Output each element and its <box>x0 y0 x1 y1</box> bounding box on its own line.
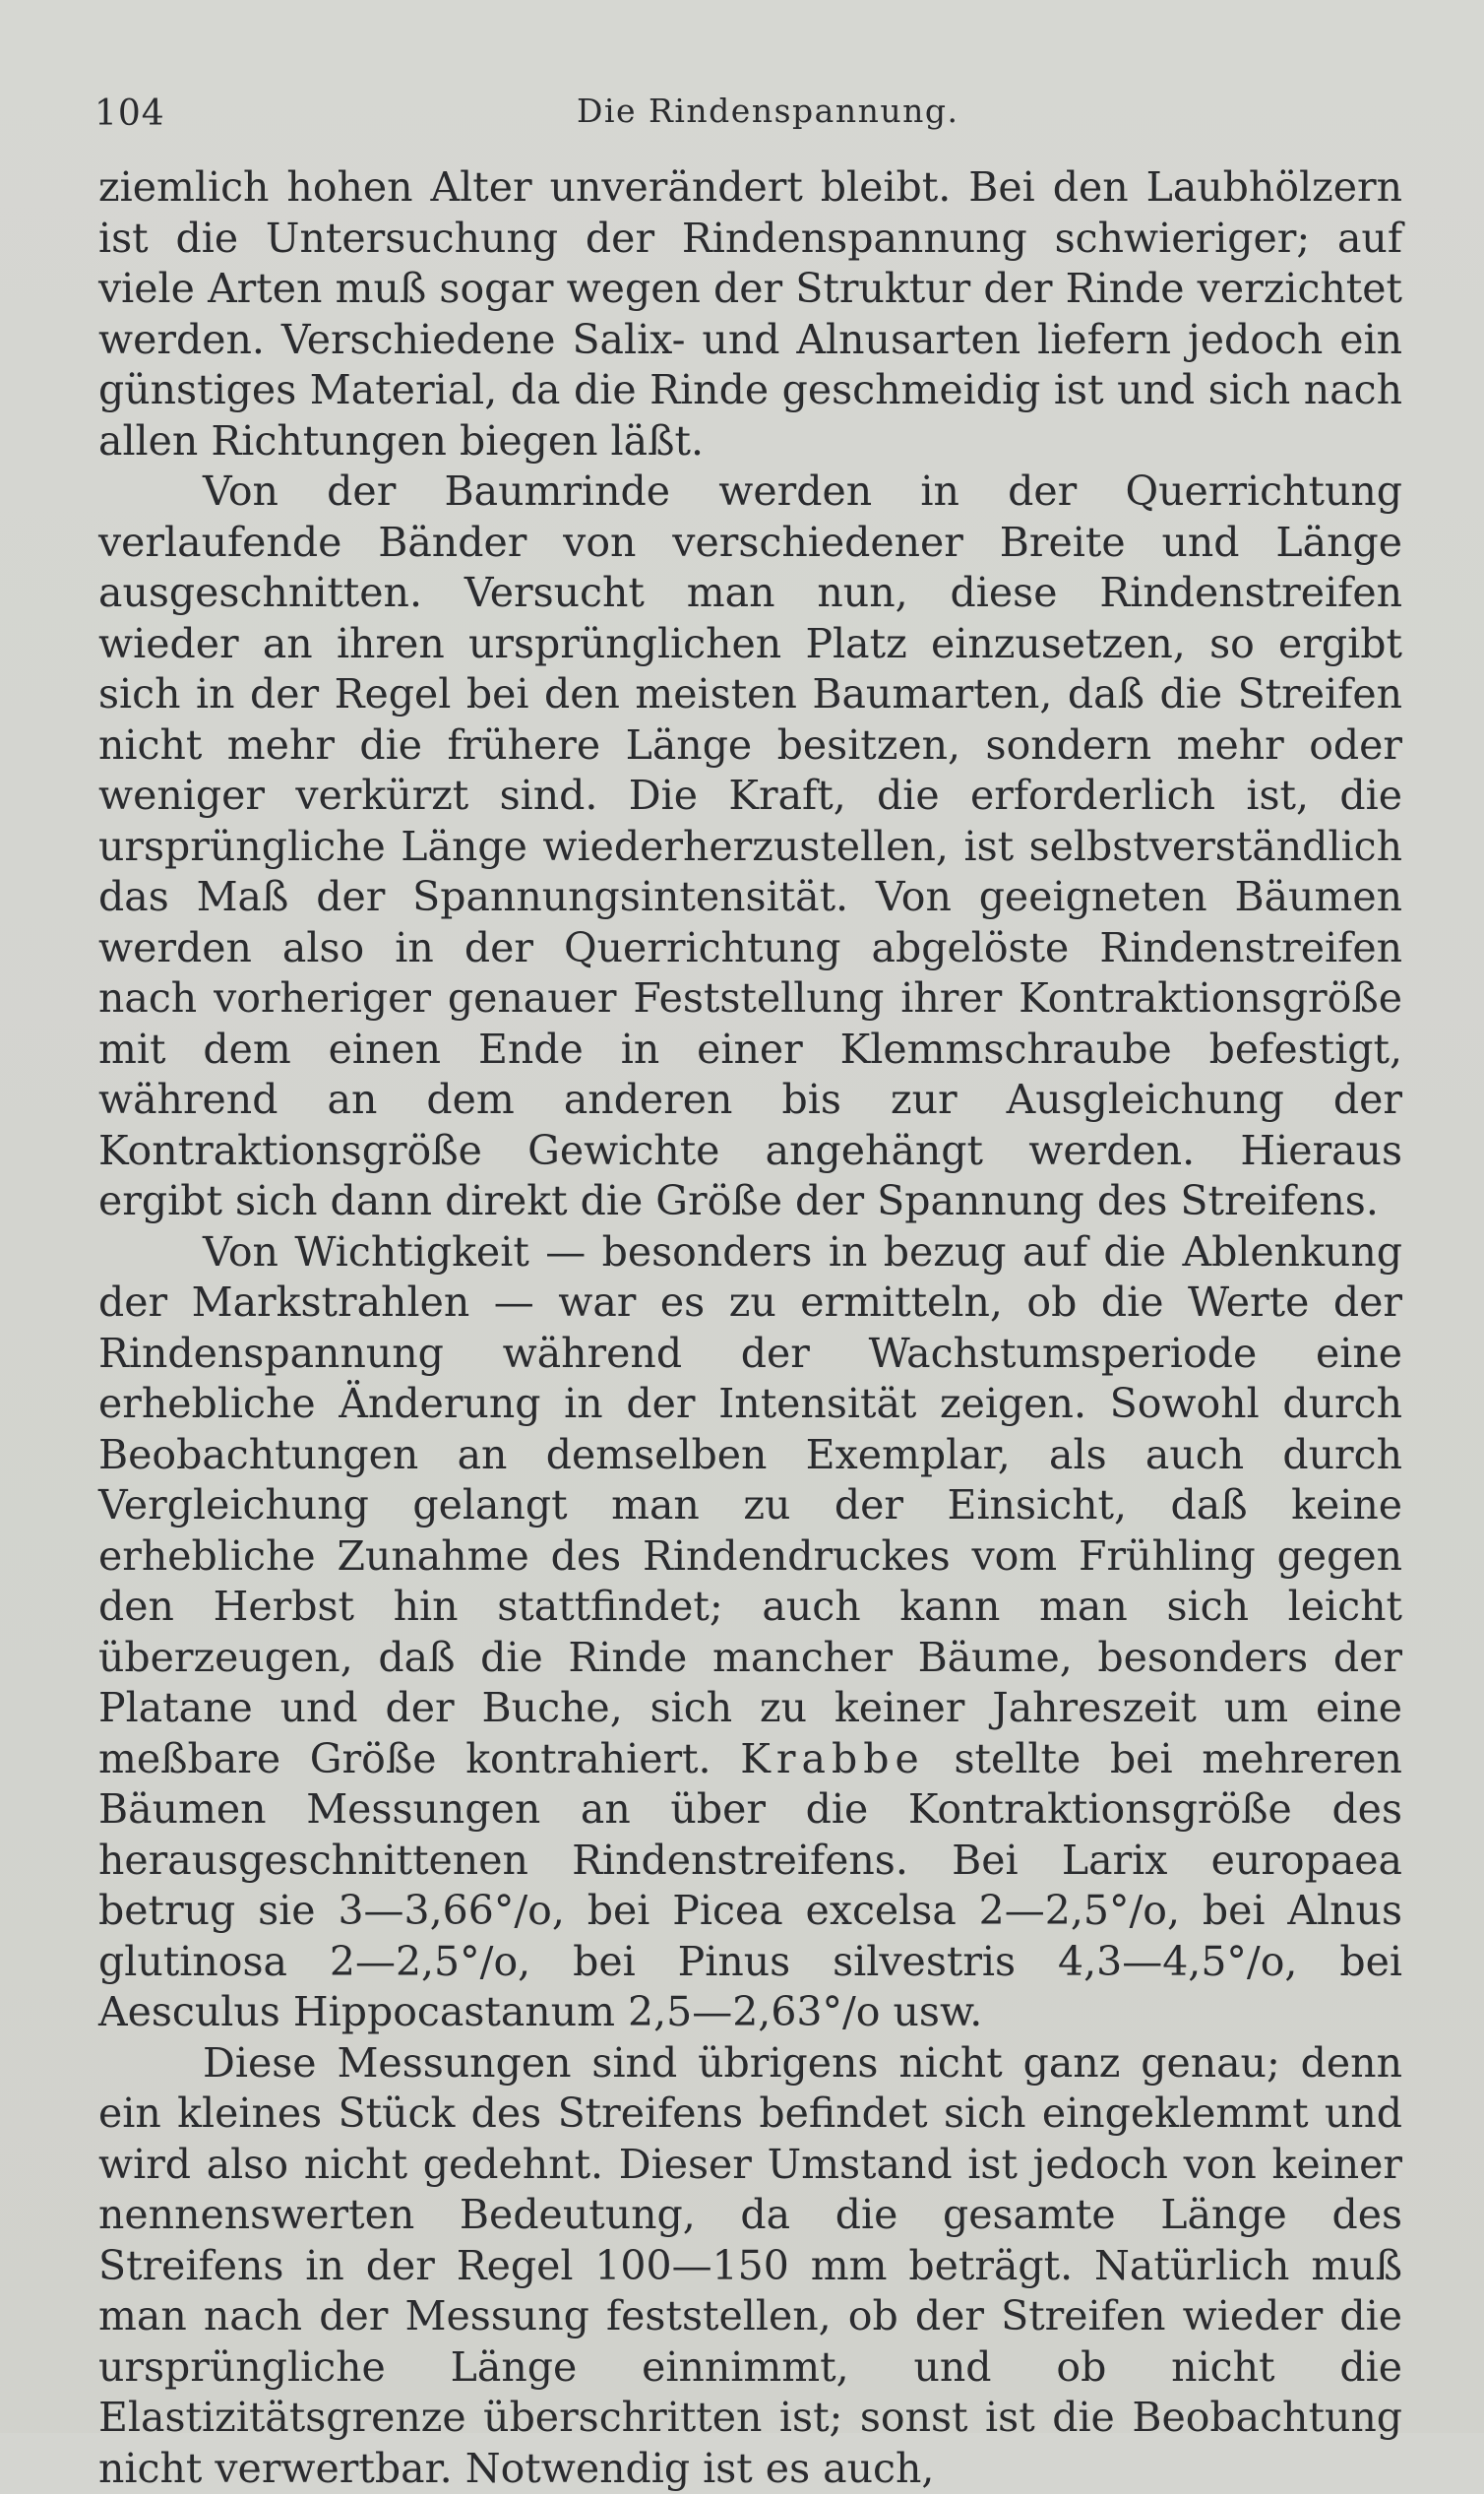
paragraph-text-after-author: stellte bei mehreren Bäumen Messungen an über die Kontraktionsgröße des herausgeschnittenen Rindenstreifens. Bei Larix europaea betrug sie 3—3,66°/o, bei Picea excelsa 2—2,5°/o, bei Alnus glutinosa 2—2,5°/o, bei Pinus silvestris 4,3—4,5°/o, bei Aesculus Hippocastanum 2,5—2,63°/o usw. <box>98 1735 1402 2036</box>
paragraph-bark-strips: Von der Baumrinde werden in der Querrichtung verlaufende Bänder von verschiedener Breite und Länge ausgeschnitten. Versucht man nun, diese Rindenstreifen wieder an ihren ursprünglichen Platz einzusetzen, so ergibt sich in der Regel bei den meisten Baumarten, daß die Streifen nicht mehr die frühere Länge besitzen, sondern mehr oder weniger verkürzt sind. Die Kraft, die erforderlich ist, die ursprüngliche Länge wiederherzustellen, ist selbstverständlich das Maß der Spannungsintensität. Von geeigneten Bäumen werden also in der Querrichtung abgelöste Rindenstreifen nach vorheriger genauer Feststellung ihrer Kontraktionsgröße mit dem einen Ende in einer Klemmschraube befestigt, während an dem anderen bis zur Ausgleichung der Kontraktionsgröße Gewichte angehängt werden. Hieraus ergibt sich dann direkt die Größe der Spannung des Streifens. <box>98 467 1402 1227</box>
paragraph-text-before-author: Von Wichtigkeit — besonders in bezug auf die Ablenkung der Markstrahlen — war es zu ermitteln, ob die Werte der Rindenspannung während der Wachstumsperiode eine erhebliche Änderung in der Intensität zeigen. Sowohl durch Beobachtungen an demselben Exemplar, als auch durch Vergleichung gelangt man zu der Einsicht, daß keine erhebliche Zunahme des Rindendruckes vom Frühling gegen den Herbst hin stattfindet; auch kann man sich leicht überzeugen, daß die Rinde mancher Bäume, besonders der Platane und der Buche, sich zu keiner Jahreszeit um eine meßbare Größe kontrahiert. <box>98 1228 1402 1782</box>
paragraph-continuation: ziemlich hohen Alter unverändert bleibt. Bei den Laubhölzern ist die Untersuchung der Rindenspannung schwieriger; auf viele Arten muß sogar wegen der Struktur der Rinde verzichtet werden. Verschiedene Salix- und Alnusarten liefern jedoch ein günstiges Material, da die Rinde geschmeidig ist und sich nach allen Richtungen biegen läßt. <box>98 162 1402 467</box>
page-header <box>94 94 1413 143</box>
paragraph-measurement-accuracy: Diese Messungen sind übrigens nicht ganz genau; denn ein kleines Stück des Streifens befindet sich eingeklemmt und wird also nicht gedehnt. Dieser Umstand ist jedoch von keiner nennenswerten Bedeutung, da die gesamte Länge des Streifens in der Regel 100—150 mm beträgt. Natürlich muß man nach der Messung feststellen, ob der Streifen wieder die ursprüngliche Länge einnimmt, und ob nicht die Elastizitätsgrenze überschritten ist; sonst ist die Beobachtung nicht verwertbar. Notwendig ist es auch, <box>98 2038 1402 2494</box>
page-number: 104 <box>94 94 165 134</box>
author-name-krabbe: Krabbe <box>740 1735 924 1782</box>
body-text <box>98 162 1402 2494</box>
paragraph-seasonal-tension <box>98 1227 1402 2038</box>
running-head: Die Rindenspannung. <box>577 92 958 130</box>
